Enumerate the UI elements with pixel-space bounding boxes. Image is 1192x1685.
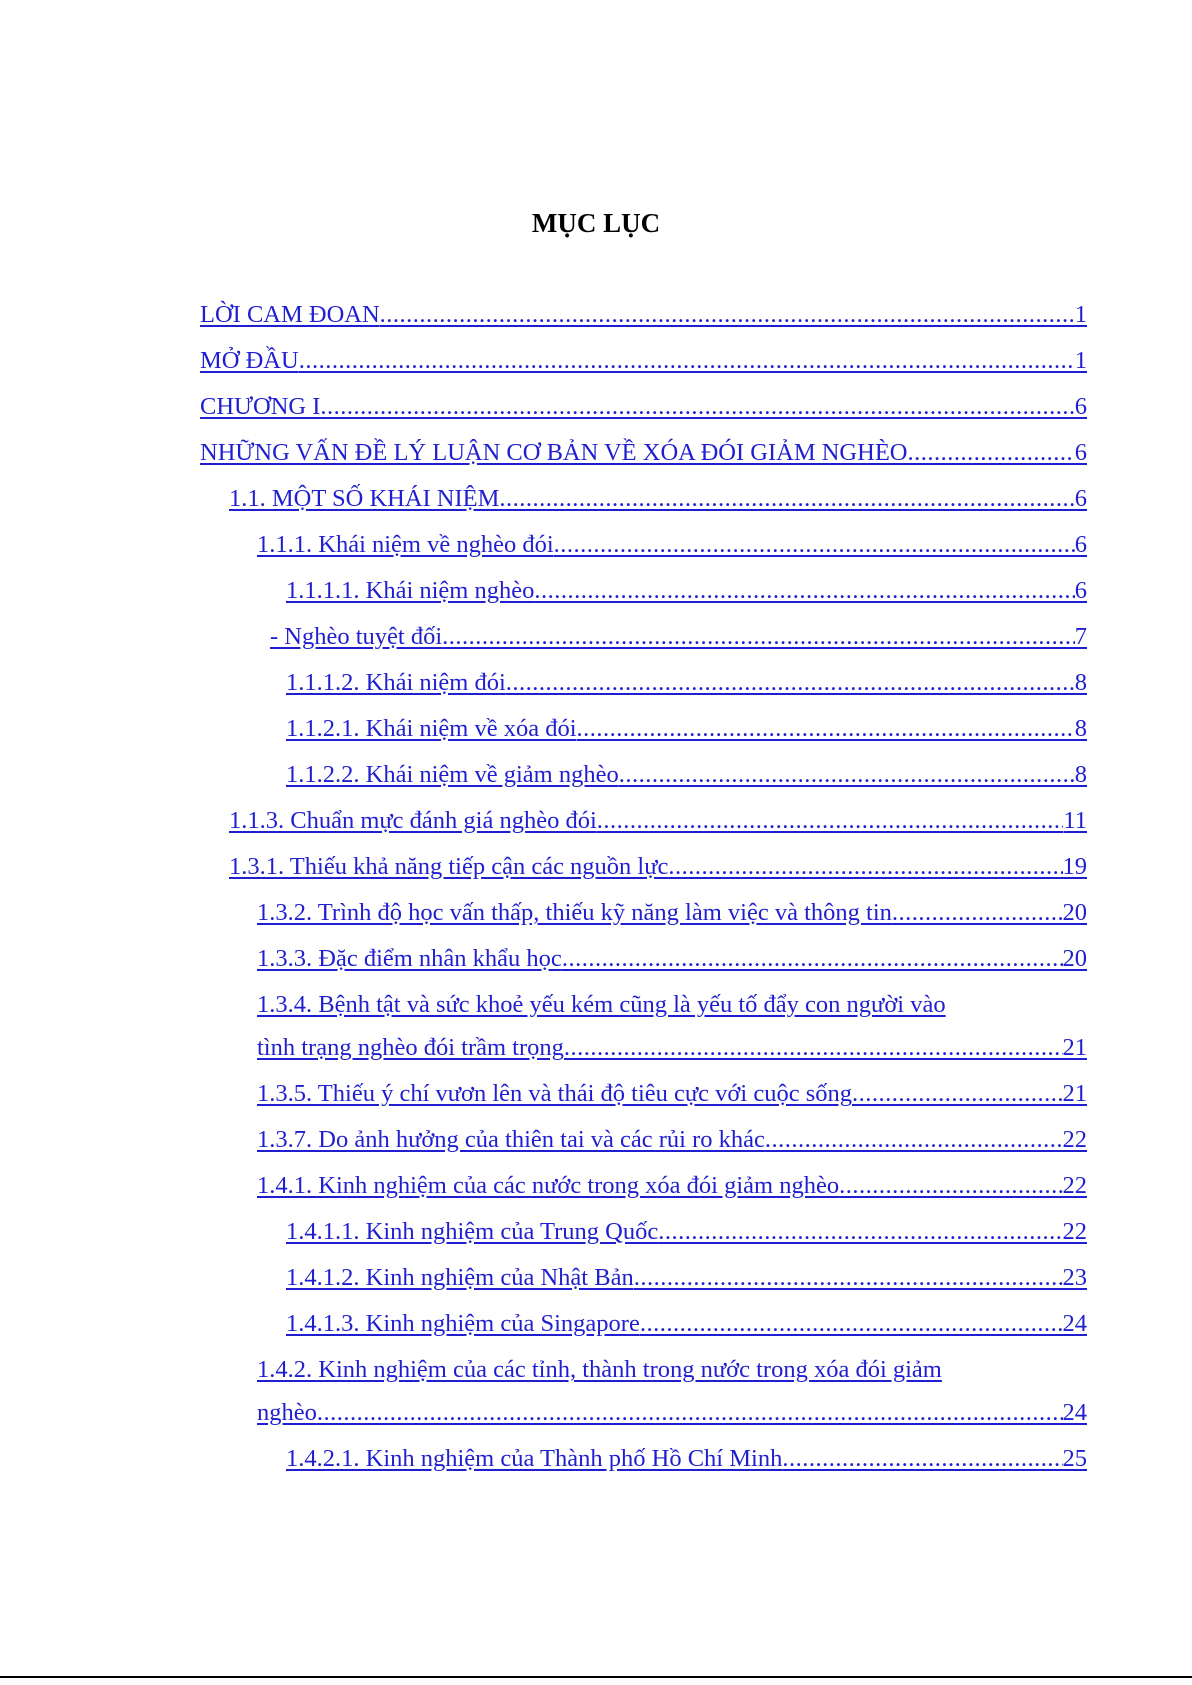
dot-leader — [668, 852, 1062, 882]
toc-entry-1-4-1-1[interactable] — [286, 1217, 1087, 1247]
dot-leader — [534, 576, 1074, 606]
toc-page-number: 6 — [1074, 393, 1087, 420]
dot-leader — [554, 530, 1075, 560]
toc-entry-continuation — [257, 1398, 1087, 1428]
toc-page-number: 22 — [1062, 1218, 1087, 1245]
toc-entry-mo-dau[interactable] — [200, 346, 1087, 376]
toc-page-number: 1 — [1074, 347, 1087, 374]
toc-page-number: 1 — [1074, 301, 1087, 328]
toc-title: MỤC LỤC — [531, 208, 661, 238]
dot-leader — [380, 300, 1075, 330]
toc-page-number: 23 — [1062, 1264, 1087, 1291]
toc-page-number: 20 — [1062, 945, 1087, 972]
toc-page-number: 6 — [1074, 577, 1087, 604]
toc-page-number: 22 — [1062, 1126, 1087, 1153]
toc-entry-label: 1.4.1.1. Kinh nghiệm của Trung Quốc — [286, 1218, 659, 1245]
toc-entry-label: 1.3.3. Đặc điểm nhân khẩu học — [257, 945, 562, 972]
toc-entry-1-1-2-1[interactable] — [286, 714, 1087, 744]
dot-leader — [506, 668, 1075, 698]
dot-leader — [564, 1033, 1063, 1063]
toc-page-number: 8 — [1074, 669, 1087, 696]
dot-leader — [320, 392, 1074, 422]
toc-entry-label: 1.3.2. Trình độ học vấn thấp, thiếu kỹ năng làm việc và thông tin — [257, 899, 892, 926]
toc-entry-1-4-2[interactable] — [257, 1355, 1087, 1428]
toc-entry-1-3-2[interactable] — [257, 898, 1087, 928]
toc-page-number: 7 — [1074, 623, 1087, 650]
toc-page-number: 19 — [1062, 853, 1087, 880]
dot-leader — [839, 1171, 1062, 1201]
dot-leader — [317, 1398, 1063, 1428]
toc-page-number: 21 — [1062, 1034, 1087, 1061]
dot-leader — [640, 1309, 1063, 1339]
dot-leader — [892, 898, 1063, 928]
toc-entry-1-3-4[interactable] — [257, 990, 1087, 1063]
toc-entry-1-1-1-1[interactable] — [286, 576, 1087, 606]
toc-page-number: 8 — [1074, 761, 1087, 788]
toc-page-number: 8 — [1074, 715, 1087, 742]
toc-entry-label: 1.4.2. Kinh nghiệm của các tỉnh, thành trong nước trong xóa đói giảm — [257, 1356, 942, 1383]
toc-entry-label-continued: nghèo — [257, 1399, 317, 1426]
toc-page-number: 6 — [1074, 531, 1087, 558]
toc-entry-label: MỞ ĐẦU — [200, 347, 299, 374]
dot-leader — [577, 714, 1075, 744]
toc-entry-1-1-3[interactable] — [229, 806, 1087, 836]
toc-entry-1-3-3[interactable] — [257, 944, 1087, 974]
toc-page-number: 21 — [1062, 1080, 1087, 1107]
page-bottom-border — [0, 1676, 1192, 1678]
toc-page-number: 24 — [1062, 1310, 1087, 1337]
toc-entry-label-continued: tình trạng nghèo đói trầm trọng — [257, 1034, 564, 1061]
toc-entry-nhung-van-de[interactable] — [200, 438, 1087, 468]
toc-entry-label: 1.3.7. Do ảnh hưởng của thiên tai và các rủi ro khác — [257, 1126, 765, 1153]
dot-leader — [299, 346, 1075, 376]
toc-entry-label: 1.1.1.2. Khái niệm đói — [286, 669, 506, 696]
toc-entry-label: - Nghèo tuyệt đối — [270, 623, 443, 650]
dot-leader — [597, 806, 1064, 836]
toc-entry-label: 1.3.4. Bệnh tật và sức khoẻ yếu kém cũng là yếu tố đẩy con người vào — [257, 991, 946, 1018]
toc-entry-loi-cam-doan[interactable] — [200, 300, 1087, 330]
toc-entry-ngheo-tuyet-doi[interactable] — [270, 622, 1087, 652]
dot-leader — [619, 760, 1075, 790]
dot-leader — [852, 1079, 1063, 1109]
toc-entry-label: NHỮNG VẤN ĐỀ LÝ LUẬN CƠ BẢN VỀ XÓA ĐÓI GIẢM NGHÈO — [200, 439, 908, 466]
dot-leader — [782, 1444, 1062, 1474]
toc-page-number: 11 — [1063, 807, 1087, 834]
toc-entry-label: 1.1.1. Khái niệm về nghèo đói — [257, 531, 554, 558]
toc-page-number: 20 — [1062, 899, 1087, 926]
toc-page-number: 22 — [1062, 1172, 1087, 1199]
toc-entry-label: CHƯƠNG I — [200, 393, 321, 420]
toc-entry-1-3-1[interactable] — [229, 852, 1087, 882]
toc-entry-1-1[interactable] — [229, 484, 1087, 514]
toc-entry-chuong-1[interactable] — [200, 392, 1087, 422]
toc-entry-1-4-1-2[interactable] — [286, 1263, 1087, 1293]
toc-entry-label: 1.4.1.3. Kinh nghiệm của Singapore — [286, 1310, 640, 1337]
toc-page-number: 6 — [1074, 439, 1087, 466]
toc-entry-label: 1.4.2.1. Kinh nghiệm của Thành phố Hồ Chí Minh — [286, 1445, 783, 1472]
toc-entry-label: 1.1.2.2. Khái niệm về giảm nghèo — [286, 761, 619, 788]
toc-entry-1-1-1[interactable] — [257, 530, 1087, 560]
toc-page-number: 25 — [1062, 1445, 1087, 1472]
toc-entry-label: 1.1.3. Chuẩn mực đánh giá nghèo đói — [229, 807, 597, 834]
dot-leader — [499, 484, 1074, 514]
dot-leader — [634, 1263, 1063, 1293]
dot-leader — [562, 944, 1063, 974]
toc-entry-1-3-5[interactable] — [257, 1079, 1087, 1109]
toc-entry-continuation — [257, 1033, 1087, 1063]
toc-entry-label: 1.4.1.2. Kinh nghiệm của Nhật Bản — [286, 1264, 634, 1291]
toc-page-number: 6 — [1074, 485, 1087, 512]
toc-entry-1-4-1[interactable] — [257, 1171, 1087, 1201]
toc-entry-label: 1.4.1. Kinh nghiệm của các nước trong xóa đói giảm nghèo — [257, 1172, 840, 1199]
toc-entry-1-1-1-2[interactable] — [286, 668, 1087, 698]
dot-leader — [658, 1217, 1062, 1247]
toc-entry-label: 1.1.2.1. Khái niệm về xóa đói — [286, 715, 577, 742]
toc-entry-label: 1.3.1. Thiếu khả năng tiếp cận các nguồn lực — [229, 853, 669, 880]
toc-entry-1-3-7[interactable] — [257, 1125, 1087, 1155]
toc-entry-1-4-2-1[interactable] — [286, 1444, 1087, 1474]
dot-leader — [442, 622, 1075, 652]
toc-entry-label: 1.1. MỘT SỐ KHÁI NIỆM — [229, 485, 500, 512]
toc-entry-1-1-2-2[interactable] — [286, 760, 1087, 790]
toc-entry-label: 1.3.5. Thiếu ý chí vươn lên và thái độ tiêu cực với cuộc sống — [257, 1080, 852, 1107]
toc-entry-1-4-1-3[interactable] — [286, 1309, 1087, 1339]
dot-leader — [907, 438, 1074, 468]
dot-leader — [765, 1125, 1063, 1155]
toc-entry-label: LỜI CAM ĐOAN — [200, 301, 380, 328]
toc-entry-label: 1.1.1.1. Khái niệm nghèo — [286, 577, 535, 604]
toc-page-number: 24 — [1062, 1399, 1087, 1426]
